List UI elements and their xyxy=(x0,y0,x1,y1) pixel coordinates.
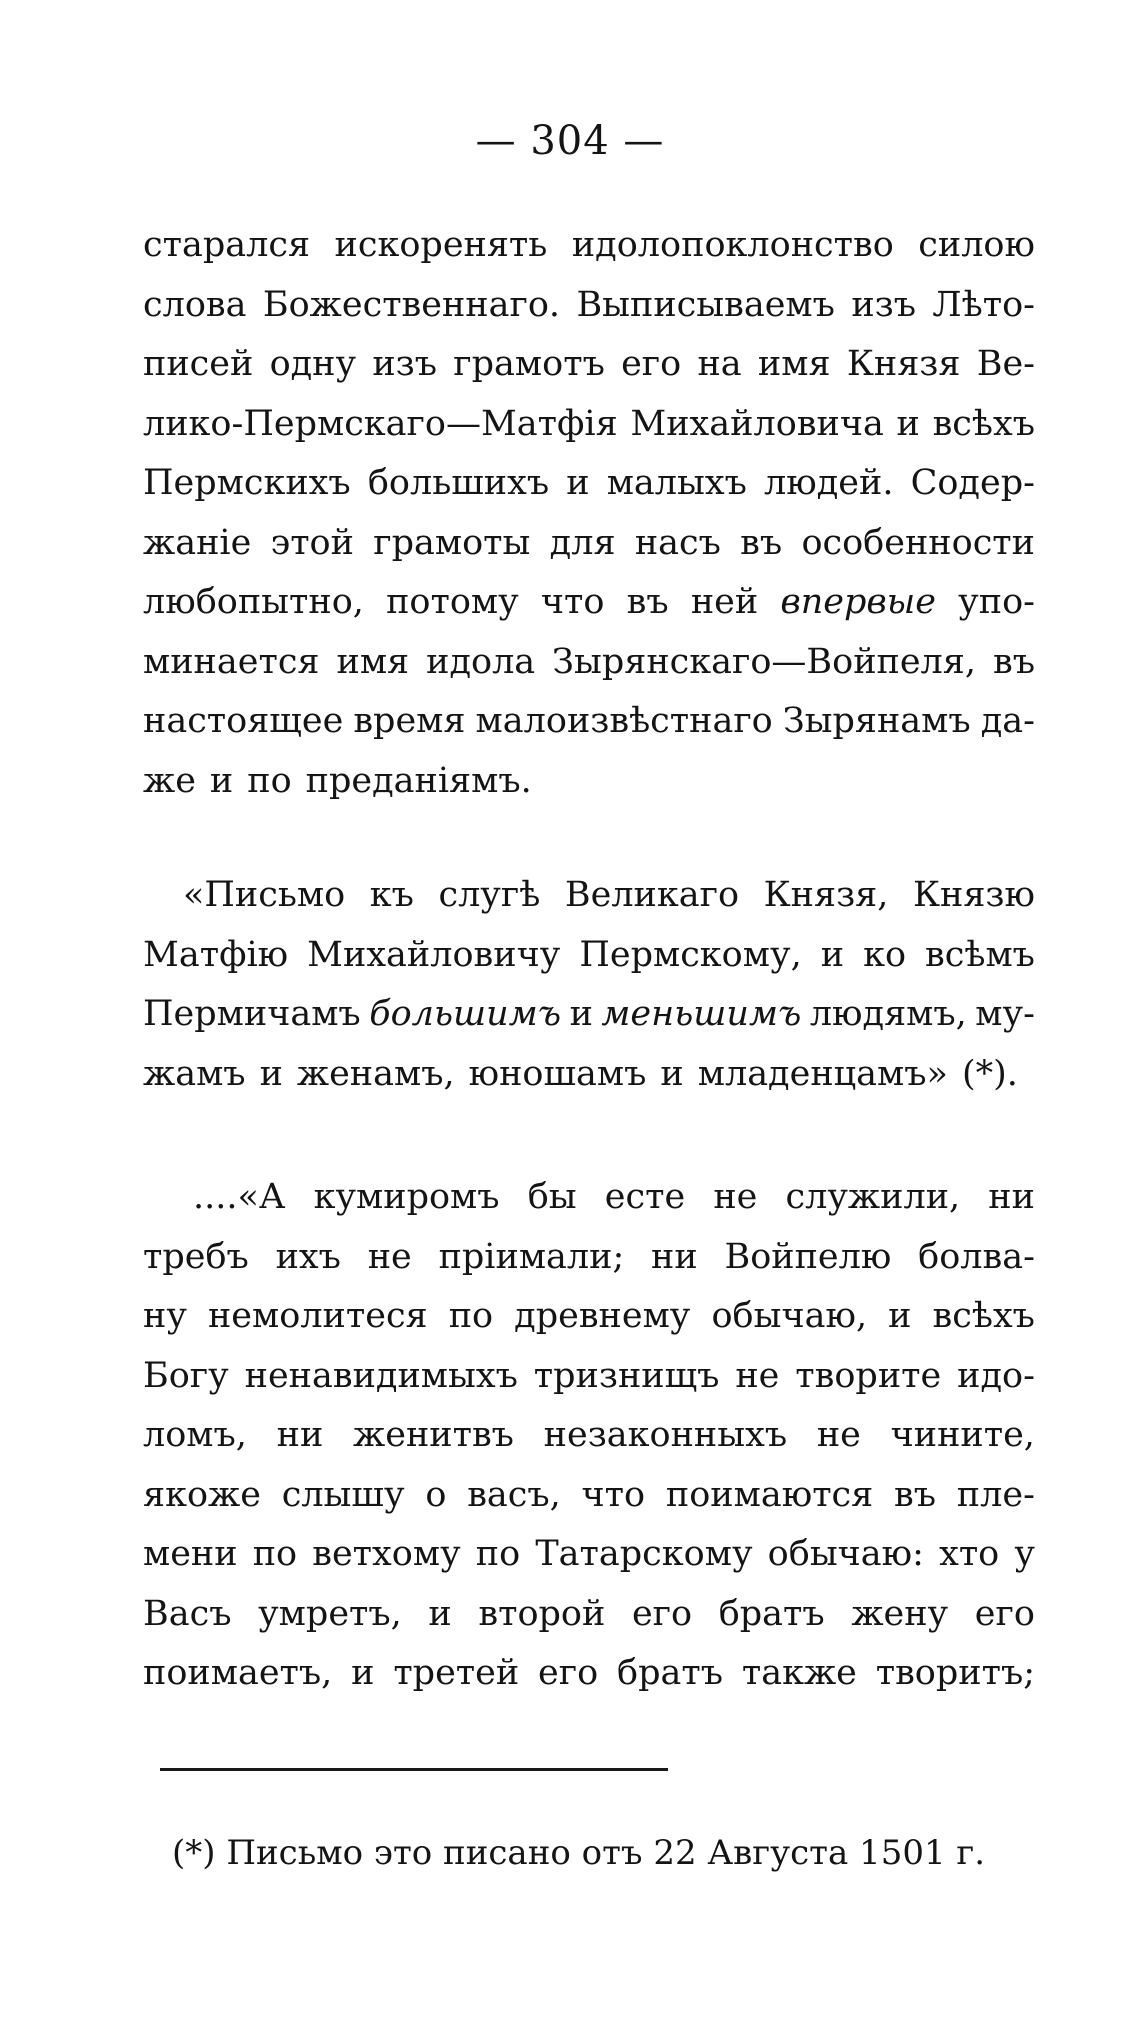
text-line: жамъ и женамъ, юношамъ и младенцамъ» (*). xyxy=(143,1053,1018,1094)
text-line: любопытно, потому что въ ней впервые упо- xyxy=(143,582,1035,622)
text-line: поимаетъ, и третей его братъ также творитъ; xyxy=(143,1653,1035,1693)
text-line: ломъ, ни женитвъ незаконныхъ не чините, xyxy=(143,1415,1035,1455)
text-line: якоже слышу о васъ, что поимаются въ пле- xyxy=(143,1474,1035,1515)
text-line: настоящее время малоизвѣстнаго Зырянамъ да- xyxy=(143,701,1035,741)
text-line: жаніе этой грамоты для насъ въ особенности xyxy=(143,522,1035,563)
text-line: Васъ умретъ, и второй его братъ жену его xyxy=(143,1593,1035,1634)
footnote-divider xyxy=(160,1768,668,1771)
text-line: старался искоренять идолопоклонство силою xyxy=(143,225,1035,265)
text-line: Богу ненавидимыхъ тризнищъ не творите идо- xyxy=(143,1355,1035,1396)
text-line: мени по ветхому по Татарскому обычаю: хто у xyxy=(143,1534,1035,1574)
text-line: же и по преданіямъ. xyxy=(143,760,532,801)
text-line: минается имя идола Зырянскаго—Войпеля, въ xyxy=(143,641,1035,682)
text-line: писей одну изъ грамотъ его на имя Князя Ве- xyxy=(143,344,1035,384)
text-line: ....«А кумиромъ бы есте не служили, ни xyxy=(193,1177,1035,1217)
text-line: лико-Пермскаго—Матфія Михайловича и всѣхъ xyxy=(143,403,1035,444)
text-line: ну немолитеся по древнему обычаю, и всѣхъ xyxy=(143,1296,1035,1336)
page-number: — 304 — xyxy=(475,118,665,164)
text-line: «Письмо къ слугѣ Великаго Князя, Князю xyxy=(183,875,1035,915)
footnote: (*) Письмо это писано отъ 22 Августа 1501 г. xyxy=(172,1833,986,1873)
text-line: слова Божественнаго. Выписываемъ изъ Лѣто- xyxy=(143,284,1035,325)
text-line: Пермичамъ большимъ и меньшимъ людямъ, му- xyxy=(143,994,1035,1034)
text-line: Пермскихъ большихъ и малыхъ людей. Содер- xyxy=(143,463,1035,503)
text-line: Матфію Михайловичу Пермскому, и ко всѣмъ xyxy=(143,934,1035,975)
text-line: требъ ихъ не пріимали; ни Войпелю болва- xyxy=(143,1236,1035,1277)
